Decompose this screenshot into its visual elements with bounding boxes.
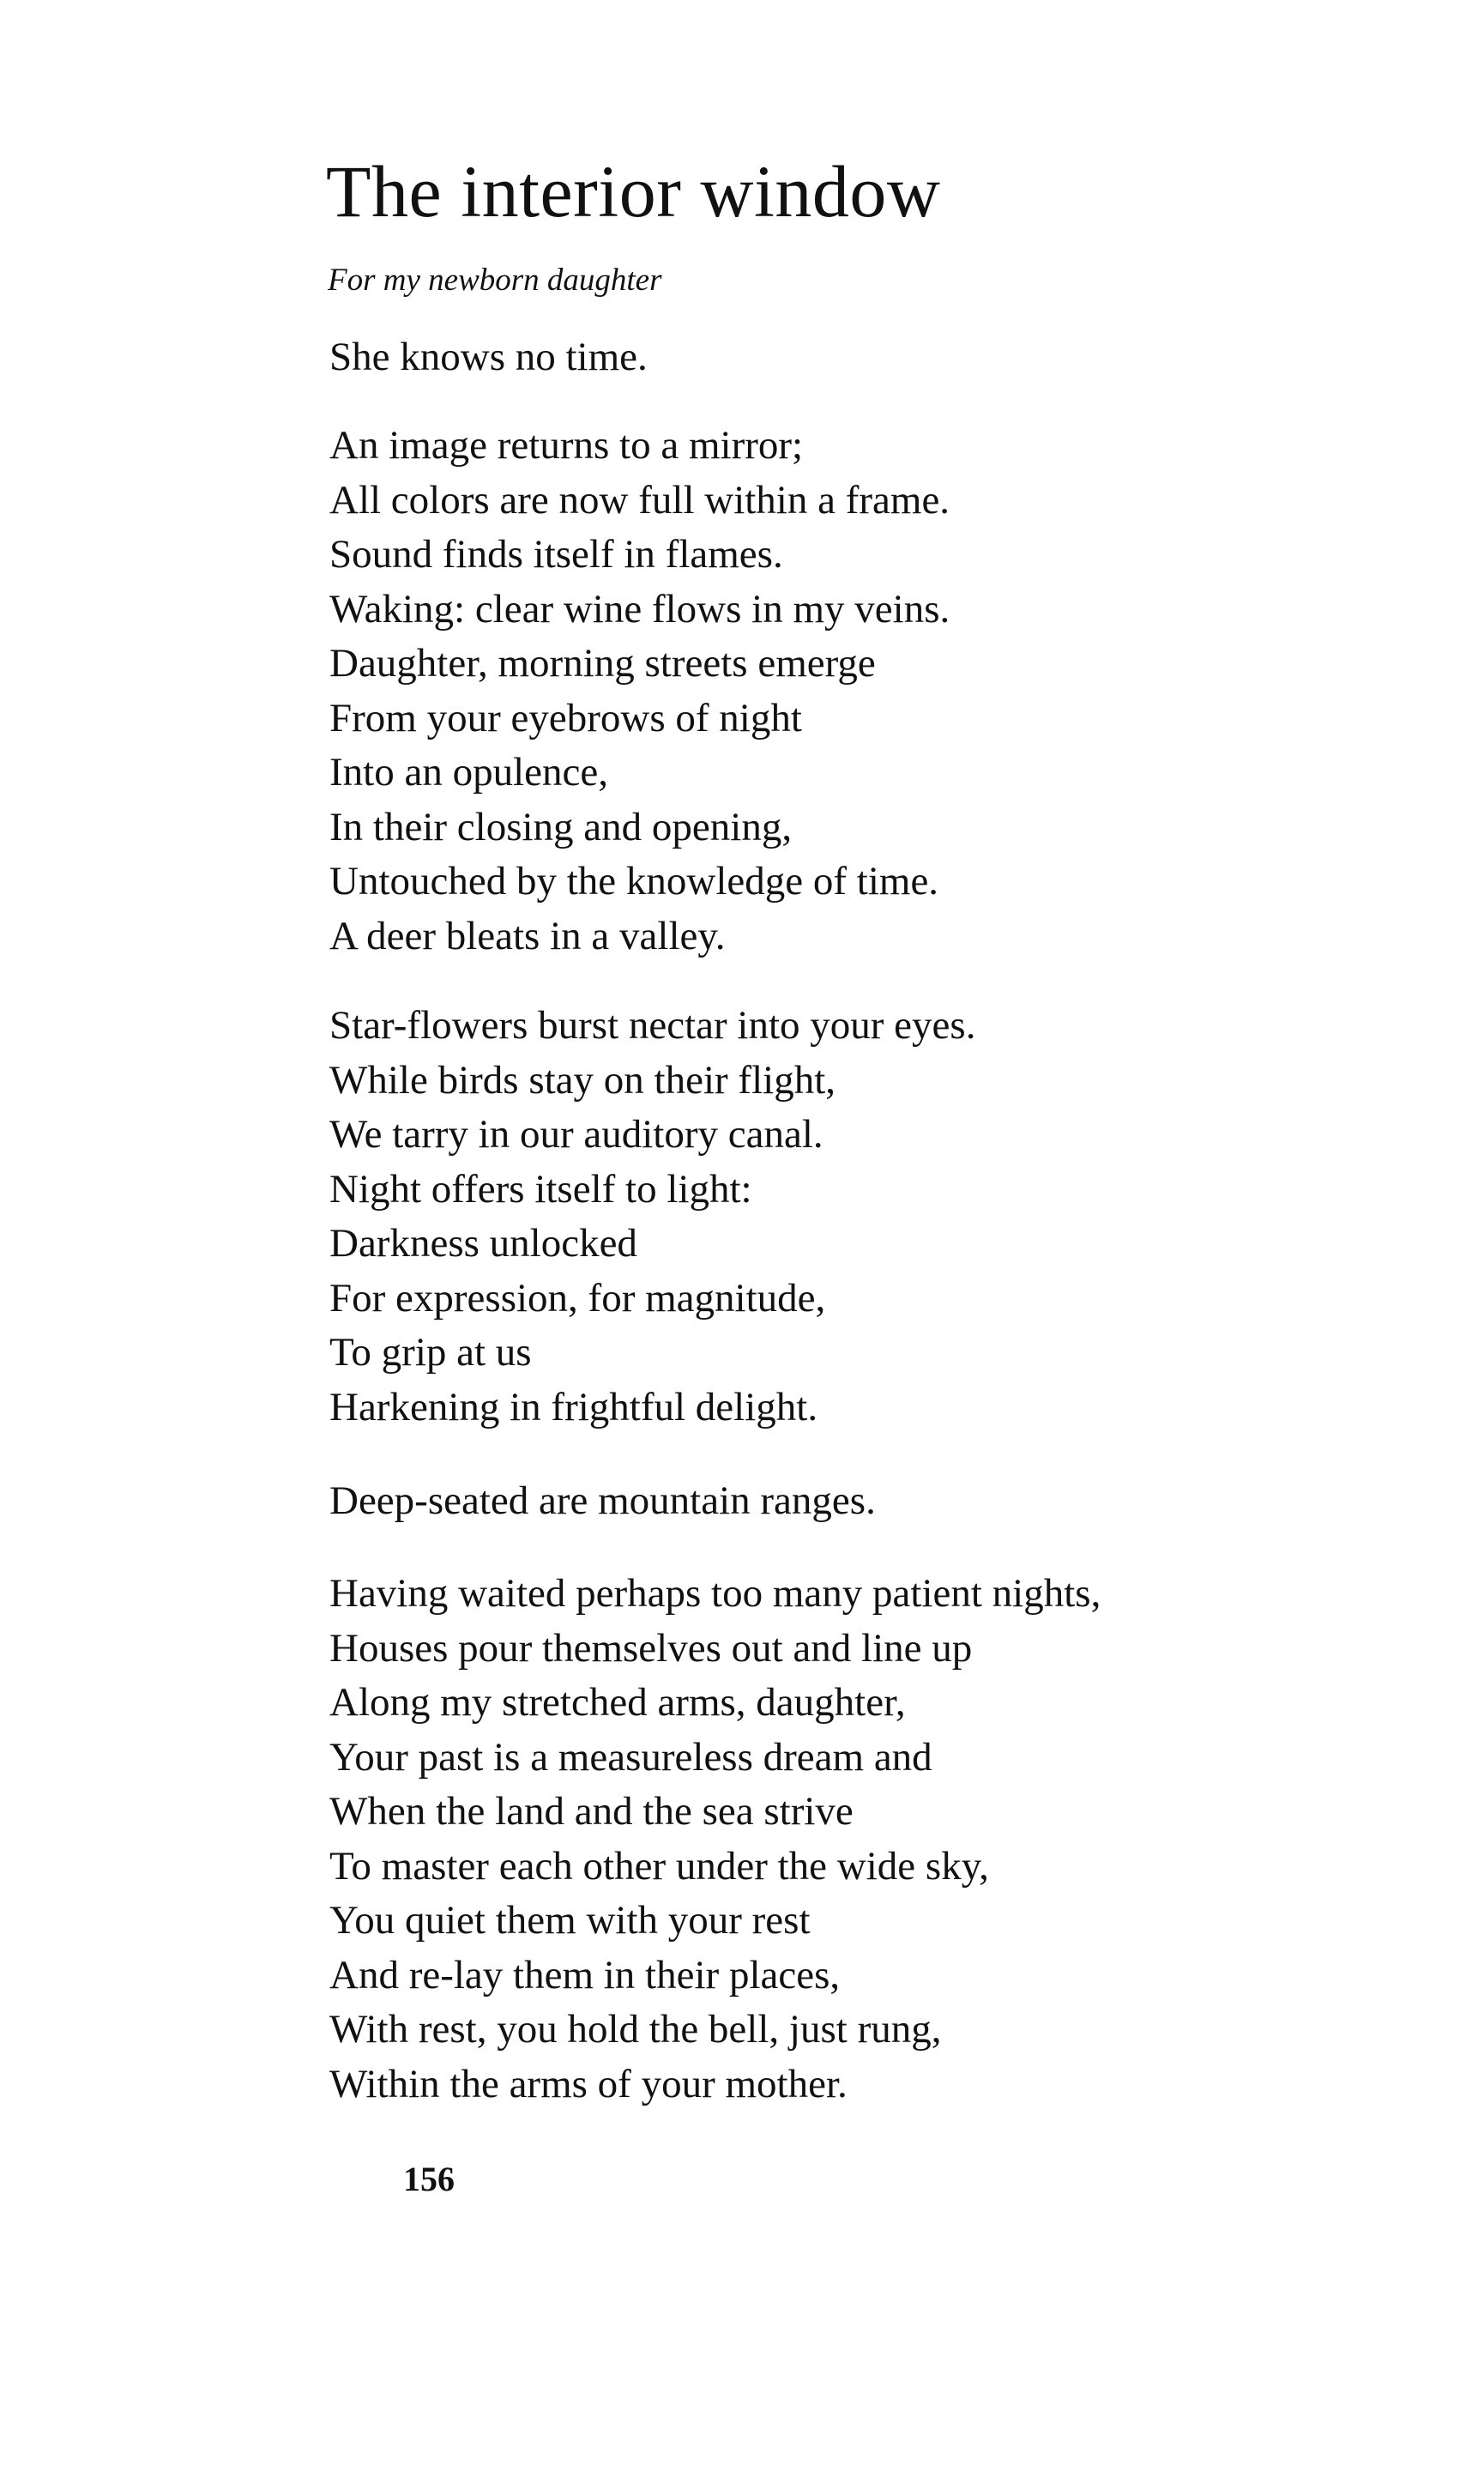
poem-line: Along my stretched arms, daughter,	[329, 1680, 906, 1725]
poem-line: From your eyebrows of night	[329, 695, 802, 740]
stanza-4	[329, 1474, 876, 1529]
poem-line: We tarry in our auditory canal.	[329, 1112, 823, 1157]
page-number: 156	[403, 2160, 455, 2198]
poem-line: Having waited perhaps too many patient nights,	[329, 1571, 1101, 1616]
poem-line: An image returns to a mirror;	[329, 423, 804, 468]
poem-line: And re-lay them in their places,	[329, 1952, 841, 1998]
poem-line: Daughter, morning streets emerge	[329, 641, 876, 686]
poem-line: For expression, for magnitude,	[329, 1275, 826, 1321]
poem-line: In their closing and opening,	[329, 804, 793, 849]
poem-line: Deep-seated are mountain ranges.	[329, 1478, 876, 1523]
poem-line: Untouched by the knowledge of time.	[329, 859, 939, 904]
poem-title: The interior window	[326, 150, 941, 233]
poem-line: A deer bleats in a valley.	[329, 913, 726, 958]
stanza-2	[329, 419, 950, 964]
stanza-5	[329, 1567, 1101, 2112]
poem-line: All colors are now full within a frame.	[329, 477, 950, 523]
poem-line: Harkening in frightful delight.	[329, 1384, 818, 1429]
poem-line: While birds stay on their flight,	[329, 1057, 836, 1103]
poem-line: Star-flowers burst nectar into your eyes.	[329, 1003, 976, 1048]
poem-line: Into an opulence,	[329, 750, 608, 795]
poem-line: You quiet them with your rest	[329, 1898, 811, 1943]
poem-line: When the land and the sea strive	[329, 1789, 854, 1834]
stanza-1	[329, 330, 648, 385]
poem-line: To grip at us	[329, 1330, 532, 1375]
stanza-3	[329, 999, 975, 1435]
poem-line: Your past is a measureless dream and	[329, 1734, 932, 1780]
poem-dedication: For my newborn daughter	[328, 263, 662, 298]
poem-line: With rest, you hold the bell, just rung,	[329, 2007, 942, 2052]
poem-line: To master each other under the wide sky,	[329, 1843, 989, 1889]
poem-line: Houses pour themselves out and line up	[329, 1625, 973, 1671]
poem-line: She knows no time.	[329, 335, 648, 379]
poem-line: Within the arms of your mother.	[329, 2061, 848, 2106]
poem-line: Sound finds itself in flames.	[329, 532, 783, 577]
poem-line: Waking: clear wine flows in my veins.	[329, 586, 950, 632]
poem-line: Darkness unlocked	[329, 1221, 637, 1266]
poem-line: Night offers itself to light:	[329, 1166, 752, 1212]
